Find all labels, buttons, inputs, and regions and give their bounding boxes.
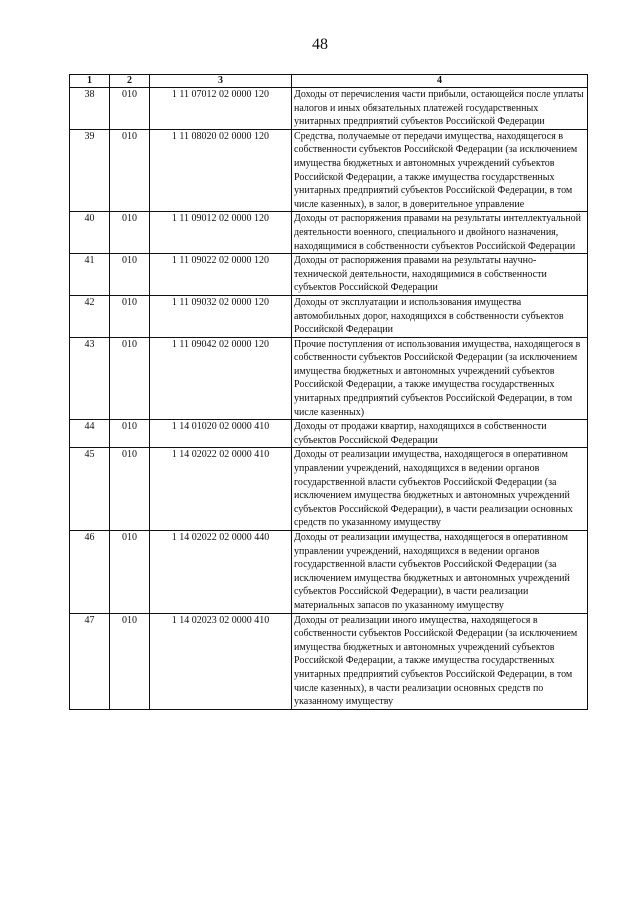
table-row <box>70 295 588 337</box>
table-row <box>70 420 588 448</box>
revenue-code: 1 11 09012 02 0000 120 <box>150 212 292 254</box>
row-number: 45 <box>70 448 110 531</box>
revenue-description: Доходы от распоряжения правами на результаты интеллектуальной деятельности военного, специального и двойного назначения, находящимися в собственности субъектов Российской Федерации <box>292 212 588 254</box>
row-number: 44 <box>70 420 110 448</box>
table-row <box>70 337 588 420</box>
admin-code: 010 <box>110 212 150 254</box>
table-row <box>70 129 588 212</box>
revenue-code: 1 11 08020 02 0000 120 <box>150 129 292 212</box>
revenue-code: 1 11 07012 02 0000 120 <box>150 88 292 130</box>
revenue-description: Доходы от реализации имущества, находящегося в оперативном управлении учреждений, находящихся в ведении органов государственной власти субъектов Российской Федерации (за исключением имущества бюджетных и автономных учреждений субъектов Российской Федерации), в части реализации материальных запасов по указанному имуществу <box>292 531 588 614</box>
admin-code: 010 <box>110 613 150 709</box>
table-body <box>70 88 588 710</box>
revenue-code: 1 14 02023 02 0000 410 <box>150 613 292 709</box>
revenue-description: Средства, получаемые от передачи имущества, находящегося в собственности субъектов Российской Федерации (за исключением имущества бюджетных и автономных учреждений субъектов Российской Федерации, а также имущества государственных унитарных предприятий субъектов Российской Федерации, в том числе казенных), в залог, в доверительное управление <box>292 129 588 212</box>
admin-code: 010 <box>110 531 150 614</box>
row-number: 42 <box>70 295 110 337</box>
revenue-codes-table <box>69 74 588 710</box>
revenue-code: 1 11 09022 02 0000 120 <box>150 254 292 296</box>
revenue-code: 1 11 09042 02 0000 120 <box>150 337 292 420</box>
row-number: 43 <box>70 337 110 420</box>
revenue-description: Доходы от продажи квартир, находящихся в собственности субъектов Российской Федерации <box>292 420 588 448</box>
table-row <box>70 212 588 254</box>
revenue-code: 1 14 01020 02 0000 410 <box>150 420 292 448</box>
row-number: 46 <box>70 531 110 614</box>
column-header-2: 2 <box>110 75 150 88</box>
page-number: 48 <box>312 36 328 53</box>
column-header-4: 4 <box>292 75 588 88</box>
row-number: 39 <box>70 129 110 212</box>
table-header-row <box>70 75 588 88</box>
revenue-code: 1 11 09032 02 0000 120 <box>150 295 292 337</box>
revenue-description: Доходы от распоряжения правами на результаты научно-технической деятельности, находящимися в собственности субъектов Российской Федерации <box>292 254 588 296</box>
revenue-description: Доходы от реализации иного имущества, находящегося в собственности субъектов Российской Федерации (за исключением имущества бюджетных и автономных учреждений субъектов Российской Федерации, а также имущества государственных унитарных предприятий субъектов Российской Федерации, в том числе казенных), в части реализации основных средств по указанному имуществу <box>292 613 588 709</box>
revenue-code: 1 14 02022 02 0000 410 <box>150 448 292 531</box>
admin-code: 010 <box>110 88 150 130</box>
revenue-description: Прочие поступления от использования имущества, находящегося в собственности субъектов Российской Федерации (за исключением имущества бюджетных и автономных учреждений субъектов Российской Федерации, а также имущества государственных унитарных предприятий субъектов Российской Федерации, в том числе казенных) <box>292 337 588 420</box>
admin-code: 010 <box>110 295 150 337</box>
table-row <box>70 448 588 531</box>
admin-code: 010 <box>110 129 150 212</box>
column-header-1: 1 <box>70 75 110 88</box>
row-number: 41 <box>70 254 110 296</box>
column-header-3: 3 <box>150 75 292 88</box>
row-number: 38 <box>70 88 110 130</box>
revenue-description: Доходы от реализации имущества, находящегося в оперативном управлении учреждений, находящихся в ведении органов государственной власти субъектов Российской Федерации (за исключением имущества бюджетных и автономных учреждений субъектов Российской Федерации), в части реализации основных средств по указанному имуществу <box>292 448 588 531</box>
row-number: 47 <box>70 613 110 709</box>
admin-code: 010 <box>110 254 150 296</box>
table-row <box>70 613 588 709</box>
admin-code: 010 <box>110 420 150 448</box>
table-row <box>70 254 588 296</box>
revenue-code: 1 14 02022 02 0000 440 <box>150 531 292 614</box>
admin-code: 010 <box>110 337 150 420</box>
table-row <box>70 88 588 130</box>
revenue-description: Доходы от перечисления части прибыли, остающейся после уплаты налогов и иных обязательных платежей государственных унитарных предприятий субъектов Российской Федерации <box>292 88 588 130</box>
revenue-description: Доходы от эксплуатации и использования имущества автомобильных дорог, находящихся в собственности субъектов Российской Федерации <box>292 295 588 337</box>
row-number: 40 <box>70 212 110 254</box>
table-row <box>70 531 588 614</box>
admin-code: 010 <box>110 448 150 531</box>
